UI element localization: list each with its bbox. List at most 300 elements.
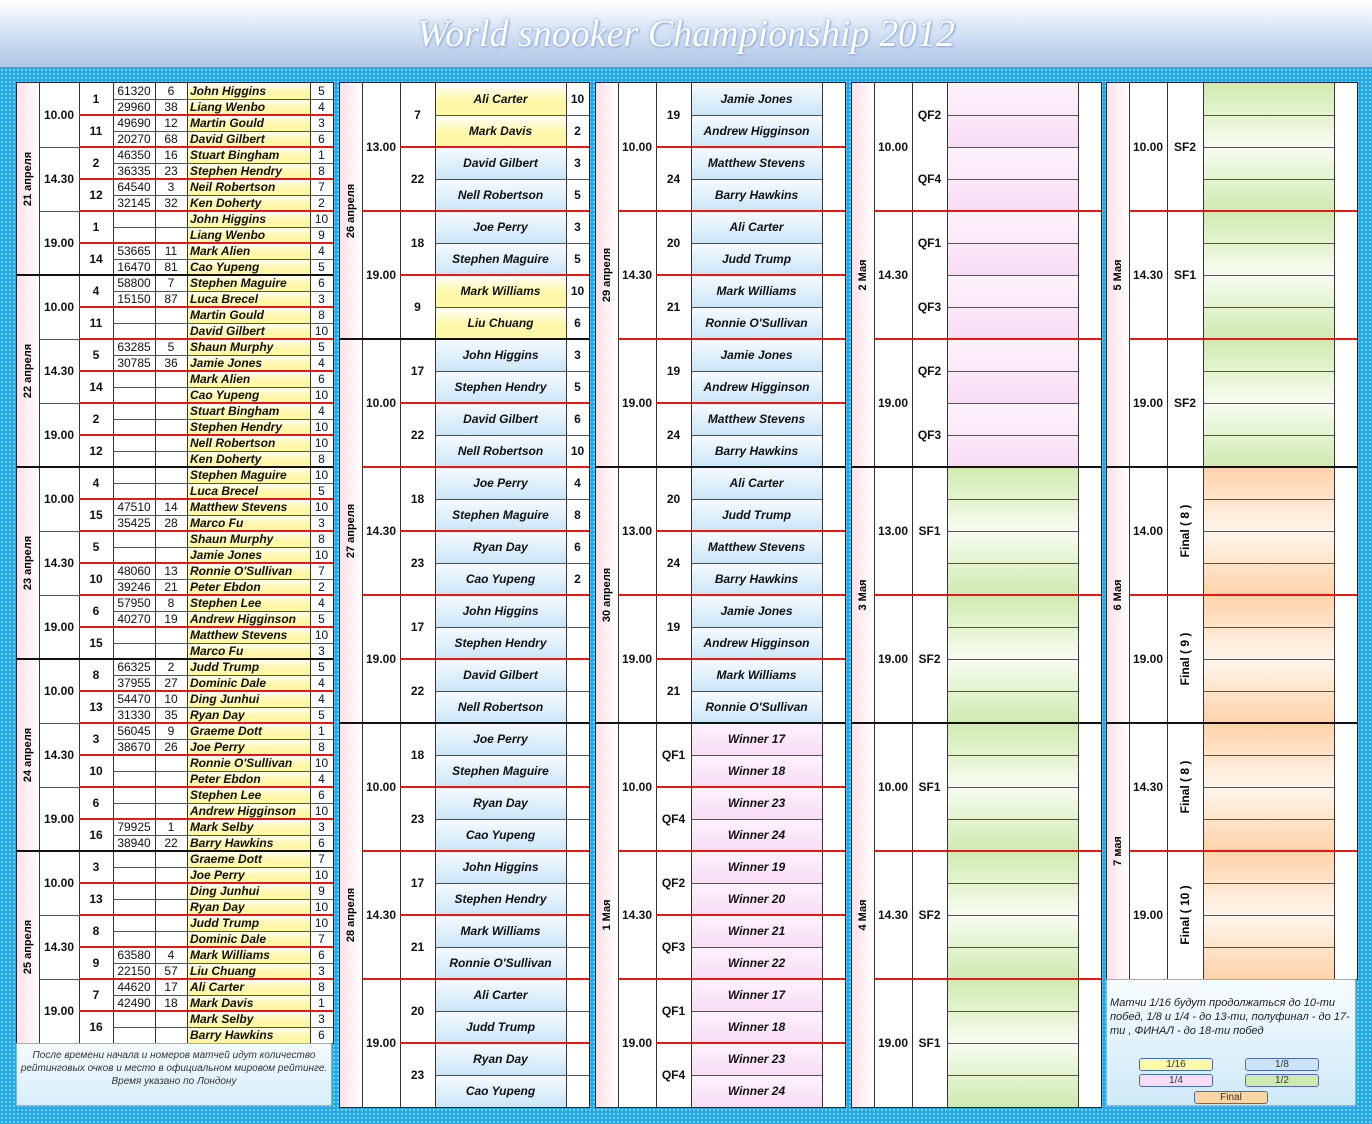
rating-points (113, 211, 155, 227)
session-time: 19.00 (365, 652, 397, 666)
player-name: Luca Brecel (187, 291, 310, 307)
row-divider (340, 722, 589, 724)
row-divider (79, 1010, 333, 1012)
player-score: 1 (318, 724, 325, 738)
player-name: Barry Hawkins (691, 563, 822, 595)
rating-points: 54470 (117, 692, 151, 706)
match-number: 2 (92, 412, 100, 426)
row-divider (113, 579, 333, 580)
session-time: 19.00 (877, 1036, 909, 1050)
row-divider (947, 147, 1078, 148)
player-score: 3 (318, 292, 325, 306)
row-divider (79, 210, 333, 212)
legend-1-8: 1/8 (1245, 1058, 1319, 1071)
session-time: 10.00 (43, 492, 75, 506)
rating-points (113, 883, 155, 899)
rating-points (113, 787, 155, 803)
row-divider (79, 242, 333, 244)
date-label: 23 апреля (22, 535, 34, 591)
session-time: 19.00 (877, 652, 909, 666)
row-divider (17, 658, 333, 660)
title-bar (0, 0, 1372, 68)
player-score: 4 (318, 596, 325, 610)
player-name: Barry Hawkins (691, 435, 822, 467)
player-score: 10 (314, 804, 329, 818)
row-divider (691, 627, 822, 628)
match-number: 13 (89, 700, 103, 714)
row-divider (113, 707, 333, 708)
rating-points (113, 931, 155, 947)
player-name: Marco Fu (187, 515, 310, 531)
match-number: 7 (92, 988, 100, 1002)
rating-points: 29960 (117, 100, 151, 114)
world-rank (155, 547, 187, 563)
row-divider (947, 1075, 1078, 1076)
row-divider (79, 114, 333, 116)
rating-points (113, 227, 155, 243)
player-name: Mark Davis (187, 995, 310, 1011)
player-name: Nell Robertson (187, 435, 310, 451)
row-divider (113, 675, 333, 676)
row-divider (113, 387, 333, 388)
player-name: Ali Carter (187, 979, 310, 995)
rating-points (113, 531, 155, 547)
row-divider (435, 371, 589, 372)
date-cell (17, 467, 39, 659)
match-number: SF2 (1173, 396, 1196, 410)
date-label: 7 мая (1112, 836, 1124, 866)
world-rank (155, 467, 187, 483)
player-score: 3 (574, 348, 581, 362)
session-time: 10.00 (43, 108, 75, 122)
match-cell (1167, 723, 1203, 851)
player-name: Mark Williams (691, 275, 822, 307)
player-name: Stephen Maguire (435, 243, 566, 275)
world-rank (155, 803, 187, 819)
player-score: 10 (314, 468, 329, 482)
player-name: Ronnie O'Sullivan (187, 563, 310, 579)
world-rank (155, 435, 187, 451)
rating-points (113, 643, 155, 659)
session-time: 14.30 (43, 556, 75, 570)
row-divider (1107, 722, 1357, 724)
player-score: 7 (318, 932, 325, 946)
world-rank (155, 899, 187, 915)
player-name: Stephen Hendry (435, 627, 566, 659)
match-number: 17 (410, 620, 425, 634)
rating-points: 46350 (117, 148, 151, 162)
row-divider (79, 498, 333, 500)
world-rank (155, 851, 187, 867)
date-cell (852, 467, 874, 723)
row-divider (113, 291, 333, 292)
player-name: Cao Yupeng (187, 387, 310, 403)
row-divider (656, 274, 845, 276)
session-time: 14.30 (621, 908, 653, 922)
session-time: 19.00 (1132, 396, 1164, 410)
match-number: 4 (92, 476, 100, 490)
player-score: 5 (318, 84, 325, 98)
row-divider (1129, 338, 1357, 340)
player-name: John Higgins (435, 595, 566, 627)
date-label: 28 апреля (345, 887, 357, 943)
player-name: Nell Robertson (435, 435, 566, 467)
player-score: 3 (318, 964, 325, 978)
row-divider (435, 179, 589, 180)
player-name: Liang Wenbo (187, 99, 310, 115)
date-label: 1 Мая (601, 899, 613, 931)
rules-note (1106, 979, 1356, 1106)
player-name: Mark Selby (187, 1011, 310, 1027)
player-score: 8 (318, 532, 325, 546)
player-score: 5 (318, 484, 325, 498)
player-name: Mark Selby (187, 819, 310, 835)
row-divider (691, 371, 822, 372)
player-score: 3 (574, 220, 581, 234)
date-label: 3 Мая (857, 579, 869, 611)
player-name: Luca Brecel (187, 483, 310, 499)
date-label: 5 Мая (1112, 259, 1124, 291)
rating-points: 42490 (117, 996, 151, 1010)
session-time: 14.30 (43, 364, 75, 378)
match-cell (1167, 851, 1203, 979)
session-time: 14.30 (1132, 780, 1164, 794)
rating-points: 40270 (117, 612, 151, 626)
row-divider (113, 835, 333, 836)
date-cell (852, 723, 874, 1107)
player-name: Ali Carter (691, 467, 822, 499)
row-divider (1203, 819, 1334, 820)
row-divider (947, 371, 1078, 372)
player-name: Matthew Stevens (187, 499, 310, 515)
row-divider (1203, 147, 1334, 148)
session-time: 19.00 (43, 812, 75, 826)
row-divider (362, 978, 589, 980)
player-score: 10 (314, 900, 329, 914)
row-divider (1107, 466, 1357, 468)
player-name: Mark Williams (435, 915, 566, 947)
player-name: Stephen Hendry (187, 163, 310, 179)
match-number: SF1 (1173, 268, 1196, 282)
player-name: Matthew Stevens (187, 627, 310, 643)
player-score (566, 787, 589, 819)
player-name: Cao Yupeng (435, 1075, 566, 1107)
match-number: Final ( 10 ) (1178, 885, 1192, 945)
row-divider (362, 210, 589, 212)
row-divider (947, 1011, 1078, 1012)
player-name: Ronnie O'Sullivan (691, 307, 822, 339)
world-rank (155, 931, 187, 947)
row-divider (947, 627, 1078, 628)
match-number: 18 (410, 236, 425, 250)
player-score (566, 979, 589, 1011)
rating-points (113, 307, 155, 323)
rating-points: 53665 (117, 244, 151, 258)
row-divider (435, 307, 589, 308)
row-divider (691, 179, 822, 180)
legend-1-4: 1/4 (1139, 1074, 1213, 1087)
date-label: 2 Мая (857, 259, 869, 291)
panel-round-1-8 (339, 82, 590, 1108)
panel-round-1-16 (16, 82, 334, 1044)
row-divider (618, 338, 845, 340)
player-score: 5 (318, 660, 325, 674)
rating-points: 30785 (117, 356, 151, 370)
row-divider (435, 691, 589, 692)
row-divider (874, 338, 1101, 340)
player-name: Nell Robertson (435, 691, 566, 723)
match-number: QF4 (661, 812, 686, 826)
row-divider (1203, 627, 1334, 628)
world-rank: 6 (167, 84, 175, 98)
row-divider (79, 402, 333, 404)
row-divider (340, 338, 589, 340)
rating-points: 44620 (117, 980, 151, 994)
row-divider (947, 691, 1078, 692)
rating-points: 32145 (117, 196, 151, 210)
player-score (566, 595, 589, 627)
player-score: 10 (314, 756, 329, 770)
player-name: Mark Alien (187, 243, 310, 259)
row-divider (1203, 243, 1334, 244)
row-divider (874, 210, 1101, 212)
date-label: 30 апреля (601, 567, 613, 623)
match-number: 11 (89, 124, 103, 138)
row-divider (1203, 915, 1334, 916)
player-name: Winner 23 (691, 787, 822, 819)
row-divider (400, 402, 589, 404)
row-divider (852, 722, 1101, 724)
row-divider (362, 466, 589, 468)
player-score (566, 883, 589, 915)
world-rank: 38 (164, 100, 178, 114)
player-name: Winner 18 (691, 1011, 822, 1043)
row-divider (113, 195, 333, 196)
session-time: 10.00 (43, 876, 75, 890)
row-divider (435, 1011, 589, 1012)
player-name: Shaun Murphy (187, 531, 310, 547)
player-name: David Gilbert (187, 131, 310, 147)
column-divider (39, 83, 40, 1043)
date-cell (1107, 723, 1129, 979)
row-divider (947, 499, 1078, 500)
player-score (566, 851, 589, 883)
player-name: Judd Trump (187, 659, 310, 675)
player-name: Neil Robertson (187, 179, 310, 195)
match-number: 23 (410, 556, 425, 570)
player-name: Martin Gould (187, 307, 310, 323)
row-divider (1203, 947, 1334, 948)
session-time: 10.00 (43, 684, 75, 698)
row-divider (947, 755, 1078, 756)
match-number: 9 (414, 300, 421, 314)
rating-points: 16470 (117, 260, 151, 274)
player-name: Jamie Jones (691, 83, 822, 115)
match-number: 21 (666, 684, 681, 698)
rating-points (113, 403, 155, 419)
player-name: Mark Williams (435, 275, 566, 307)
row-divider (656, 658, 845, 660)
world-rank: 12 (164, 116, 178, 130)
player-name: Ryan Day (435, 787, 566, 819)
match-number: 7 (414, 108, 421, 122)
row-divider (17, 850, 333, 852)
row-divider (435, 243, 589, 244)
player-name: Ryan Day (435, 1043, 566, 1075)
row-divider (79, 754, 333, 756)
match-number: 8 (92, 924, 100, 938)
row-divider (113, 419, 333, 420)
row-divider (113, 515, 333, 516)
player-score (566, 915, 589, 947)
match-number: 20 (666, 236, 681, 250)
player-name: Stephen Maguire (187, 467, 310, 483)
world-rank: 9 (167, 724, 175, 738)
row-divider (691, 947, 822, 948)
panel-sf-final (1106, 82, 1358, 980)
match-number: 3 (92, 860, 100, 874)
player-name: Joe Perry (435, 467, 566, 499)
row-divider (691, 499, 822, 500)
player-score: 10 (314, 420, 329, 434)
match-cell (1167, 467, 1203, 595)
match-number: 18 (410, 748, 425, 762)
row-divider (113, 1027, 333, 1028)
row-divider (947, 403, 1078, 404)
player-name: Barry Hawkins (187, 835, 310, 851)
match-number: QF2 (917, 108, 942, 122)
match-number: SF2 (1173, 140, 1196, 154)
row-divider (947, 915, 1078, 916)
panel-round-1-8-qf (595, 82, 846, 1108)
player-name: Stephen Hendry (435, 883, 566, 915)
player-score (566, 723, 589, 755)
row-divider (79, 690, 333, 692)
player-score: 5 (574, 380, 581, 394)
rating-points: 61320 (117, 84, 151, 98)
row-divider (435, 883, 589, 884)
match-number: 20 (666, 492, 681, 506)
rating-points: 48060 (117, 564, 151, 578)
player-score: 9 (318, 228, 325, 242)
row-divider (691, 755, 822, 756)
world-rank (155, 451, 187, 467)
row-divider (113, 963, 333, 964)
row-divider (691, 115, 822, 116)
row-divider (79, 594, 333, 596)
row-divider (435, 627, 589, 628)
rating-points: 79925 (117, 820, 151, 834)
match-number: 22 (410, 172, 425, 186)
player-score: 6 (318, 948, 325, 962)
world-rank (155, 323, 187, 339)
player-score: 4 (318, 356, 325, 370)
world-rank (155, 867, 187, 883)
rating-points (113, 915, 155, 931)
row-divider (947, 179, 1078, 180)
player-score: 4 (318, 404, 325, 418)
player-score: 3 (318, 516, 325, 530)
rating-points: 15150 (117, 292, 151, 306)
player-name: Ken Doherty (187, 451, 310, 467)
player-score: 10 (314, 436, 329, 450)
session-time: 10.00 (365, 780, 397, 794)
match-number: 19 (666, 620, 681, 634)
match-number: SF1 (918, 524, 941, 538)
session-time: 19.00 (43, 428, 75, 442)
row-divider (1203, 787, 1334, 788)
row-divider (400, 786, 589, 788)
date-cell (596, 83, 618, 467)
row-divider (113, 899, 333, 900)
row-divider (400, 658, 589, 660)
rating-points (113, 771, 155, 787)
match-number: 9 (92, 956, 100, 970)
row-divider (362, 594, 589, 596)
player-score: 2 (318, 196, 325, 210)
panel-qf-sf (851, 82, 1102, 1108)
player-score (566, 1075, 589, 1107)
row-divider (79, 978, 333, 980)
row-divider (1203, 755, 1334, 756)
session-time: 10.00 (877, 140, 909, 154)
match-number: QF4 (661, 1068, 686, 1082)
row-divider (113, 547, 333, 548)
player-name: Stuart Bingham (187, 403, 310, 419)
row-divider (113, 995, 333, 996)
player-name: Winner 17 (691, 723, 822, 755)
row-divider (1203, 115, 1334, 116)
row-divider (113, 355, 333, 356)
player-name: John Higgins (187, 83, 310, 99)
row-divider (113, 99, 333, 100)
match-number: QF3 (917, 300, 942, 314)
row-divider (435, 1075, 589, 1076)
world-rank: 3 (167, 180, 175, 194)
player-score: 8 (318, 164, 325, 178)
player-name: Matthew Stevens (691, 531, 822, 563)
row-divider (691, 1075, 822, 1076)
match-number: 12 (89, 188, 103, 202)
player-name: Barry Hawkins (187, 1027, 310, 1043)
player-score: 6 (574, 540, 581, 554)
player-score: 4 (318, 772, 325, 786)
player-name: Andrew Higginson (691, 115, 822, 147)
player-score: 10 (314, 628, 329, 642)
row-divider (691, 243, 822, 244)
world-rank: 11 (164, 244, 178, 258)
session-time: 10.00 (621, 780, 653, 794)
match-number: Final ( 8 ) (1178, 504, 1192, 558)
row-divider (947, 275, 1078, 276)
player-score: 7 (318, 180, 325, 194)
player-score: 8 (318, 308, 325, 322)
row-divider (1203, 659, 1334, 660)
session-time: 19.00 (43, 236, 75, 250)
player-name: Cao Yupeng (435, 563, 566, 595)
row-divider (1129, 210, 1357, 212)
session-time: 19.00 (43, 620, 75, 634)
match-number: 1 (92, 92, 100, 106)
player-name: Cao Yupeng (187, 259, 310, 275)
player-score: 6 (574, 316, 581, 330)
date-cell (596, 723, 618, 1107)
match-number: QF3 (917, 428, 942, 442)
rating-points: 20270 (117, 132, 151, 146)
column-divider (1129, 83, 1130, 979)
row-divider (113, 227, 333, 228)
player-score: 9 (318, 884, 325, 898)
